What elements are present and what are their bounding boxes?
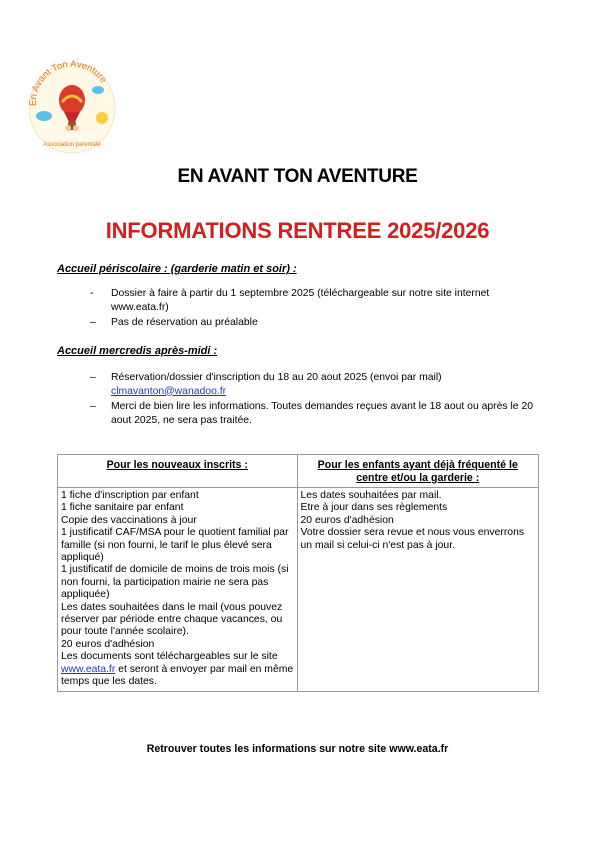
requirement-item: 1 justificatif de domicile de moins de trois mois (si non fourni, la participation mairie ne sera pas appliquée) [61,564,289,601]
download-text: Les documents sont téléchargeables sur le site [61,651,278,663]
list-item [90,287,540,314]
list-item-text: Réservation/dossier d'inscription du 18 au 20 aout 2025 (envoi par mail) [111,372,442,383]
requirement-item: Copie des vaccinations à jour [61,514,197,526]
website-link[interactable]: www.eata.fr [61,663,116,675]
requirement-item: Les dates souhaitées par mail. [300,490,442,501]
requirement-item: 1 justificatif CAF/MSA pour le quotient familial par famille (si non fourni, le tarif le plus élevé sera appliqué) [61,527,289,564]
list-item-text: Dossier à faire à partir du 1 septembre 2025 (téléchargeable sur notre site internet www.eata.fr) [111,288,490,313]
periscolaire-list [90,287,540,332]
requirements-table [57,454,539,692]
requirement-item: Les dates souhaitées dans le mail (vous pouvez réserver par période entre chaque vacances, ou pour toute l'année scolaire). [61,601,283,638]
table-row [58,488,539,692]
bullet-dash: - [90,288,94,299]
requirement-item: 1 fiche d'inscription par enfant [61,490,199,501]
footer-note: Retrouver toutes les informations sur notre site www.eata.fr [146,743,449,755]
requirement-item: 20 euros d'adhésion [61,638,155,650]
document-title: INFORMATIONS RENTREE 2025/2026 [105,218,490,243]
new-enrollees-cell [58,488,298,692]
email-link[interactable]: clmavanton@wanadoo.fr [111,385,227,397]
requirement-item: 20 euros d'adhésion [300,514,394,526]
list-item-text: Merci de bien lire les informations. Toutes demandes reçues avant le 18 aout ou après le 20 aout 2025, ne sera pas traitée. [111,401,534,426]
header-new-enrollees: Pour les nouveaux inscrits : [58,455,298,488]
mercredis-heading: Accueil mercredis après-midi : [57,345,218,357]
requirement-item: Etre à jour dans ses règlements [300,502,448,514]
list-item [90,371,540,398]
mercredis-list [90,371,540,429]
bullet-dash: – [90,372,96,383]
logo-arc-text: En Avant Ton Aventure [27,60,109,107]
list-item [90,400,540,427]
bullet-dash: – [90,317,96,328]
organization-title: EN AVANT TON AVENTURE [177,166,418,187]
requirement-item: Votre dossier sera revue et nous vous enverrons un mail si celui-ci n'est pas à jour. [300,527,525,551]
list-item-text: Pas de réservation au préalable [111,317,258,328]
association-logo [26,60,118,156]
periscolaire-heading: Accueil périscolaire : (garderie matin et soir) : [57,263,297,275]
list-item [90,316,540,330]
logo-bottom-text: Association parentale [43,142,101,148]
header-returning-children: Pour les enfants ayant déjà fréquenté le centre et/ou la garderie : [297,455,538,488]
requirement-item: 1 fiche sanitaire par enfant [61,502,184,514]
returning-children-cell [297,488,538,692]
download-text-end: et seront à envoyer par mail en même temps que les dates. [61,663,294,688]
requirement-item [61,651,294,688]
bullet-dash: – [90,401,96,412]
table-header-row [58,455,539,488]
